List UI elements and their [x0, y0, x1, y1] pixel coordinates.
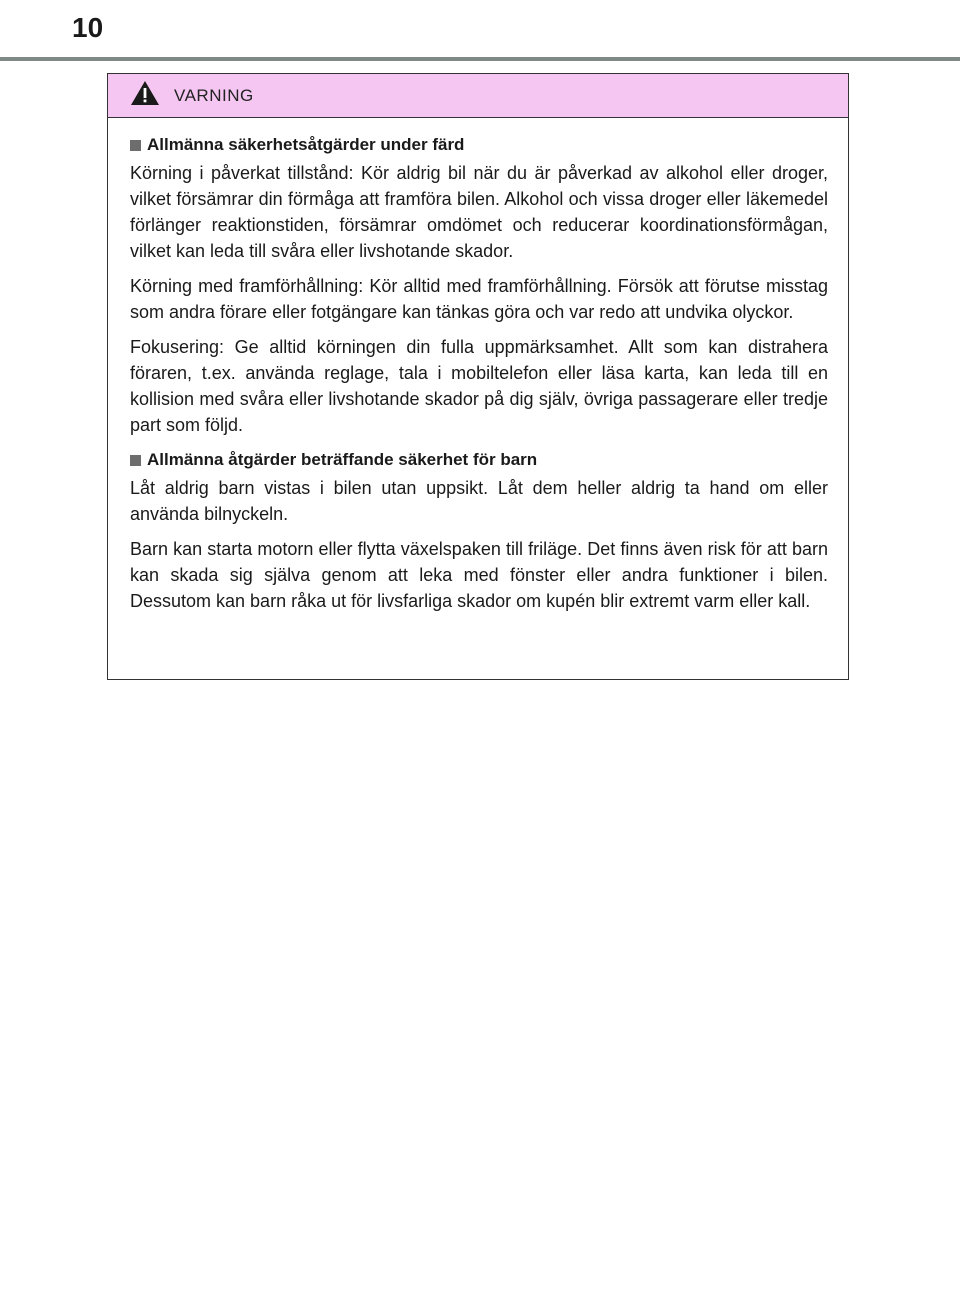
section-driving-safety: [130, 132, 828, 438]
warning-title: VARNING: [174, 85, 254, 105]
paragraph: Barn kan starta motorn eller flytta växelspaken till friläge. Det finns även risk för att barn kan skada sig själva genom att leka med fönster eller andra funktioner i bilen. Dessutom kan barn råka ut för livsfarliga skador om kupén blir extremt varm eller kall.: [130, 539, 828, 611]
paragraph: Låt aldrig barn vistas i bilen utan uppsikt. Låt dem heller aldrig ta hand om eller använda bilnyckeln.: [130, 478, 828, 524]
section-heading: [130, 447, 828, 473]
warning-header: [108, 74, 848, 118]
section-heading-text: Allmänna åtgärder beträffande säkerhet för barn: [147, 450, 538, 469]
section-heading: [130, 132, 828, 158]
square-bullet-icon: [130, 140, 141, 151]
section-child-safety: [130, 447, 828, 614]
page-number: 10: [72, 12, 104, 43]
warning-triangle-icon: [130, 80, 160, 111]
header-rule: [0, 57, 960, 61]
paragraph: Körning med framförhållning: Kör alltid med framförhållning. Försök att förutse misstag som andra förare eller fotgängare kan tänkas göra och var redo att undvika olyckor.: [130, 276, 828, 322]
square-bullet-icon: [130, 455, 141, 466]
warning-box: [107, 73, 849, 680]
paragraph: Fokusering: Ge alltid körningen din fulla uppmärksamhet. Allt som kan distrahera föraren, t.ex. använda reglage, tala i mobiltelefon eller läsa karta, kan leda till en kollision med svåra eller livshotande skador på dig själv, övriga passagerare eller tredje part som följd.: [130, 337, 828, 435]
paragraph: Körning i påverkat tillstånd: Kör aldrig bil när du är påverkad av alkohol eller droger, vilket försämrar din förmåga att framföra bilen. Alkohol och vissa droger eller läkemedel förlänger reaktionstiden, försämrar omdömet och reducerar koordinationsförmågan, vilket kan leda till svåra eller livshotande skador.: [130, 163, 828, 261]
warning-body: [108, 118, 848, 614]
section-heading-text: Allmänna säkerhetsåtgärder under färd: [147, 135, 465, 154]
